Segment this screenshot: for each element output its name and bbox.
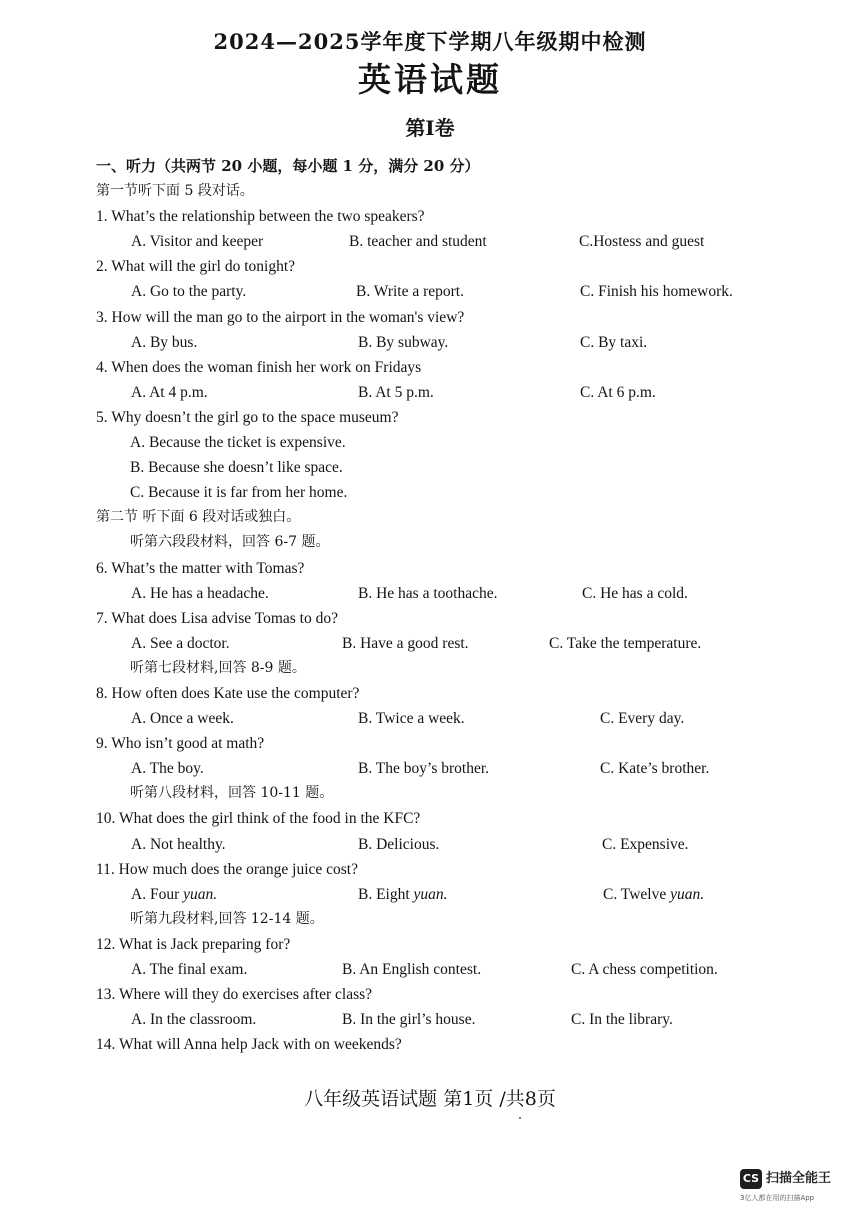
question-stem: 5. Why doesn’t the girl go to the space museum?: [96, 408, 399, 426]
option-a: A. By bus.: [131, 333, 198, 351]
material-instruction: 听第八段材料，回答 10-11 题。: [130, 785, 334, 802]
question-stem: 12. What is Jack preparing for?: [96, 935, 291, 953]
option-b: B. In the girl’s house.: [342, 1011, 476, 1029]
option-c: C. At 6 p.m.: [580, 383, 656, 401]
option-c: C. Expensive.: [602, 835, 689, 853]
option-a: A. Go to the party.: [131, 283, 247, 301]
options-row: [96, 380, 796, 405]
options-row: [96, 957, 796, 982]
option-b: B. Write a report.: [356, 283, 464, 301]
options-row: [96, 706, 796, 731]
part-two-heading: 第二节 听下面 6 段对话或独白。: [96, 509, 301, 526]
question-stem: 3. How will the man go to the airport in the woman's view?: [96, 308, 465, 326]
option-c: C. In the library.: [571, 1011, 673, 1029]
option-a: A. The final exam.: [131, 961, 248, 978]
option-a: A. See a doctor.: [131, 634, 230, 652]
option-b: B. An English contest.: [342, 961, 482, 978]
question-stem: 4. When does the woman finish her work on Fridays: [96, 358, 422, 376]
option-c: C. Every day.: [600, 710, 685, 728]
option-c: C. Because it is far from her home.: [130, 484, 348, 502]
question-stem: 1. What’s the relationship between the two speakers?: [96, 208, 425, 226]
option-c-text: C. Twelve: [603, 885, 667, 903]
option-a: A. Visitor and keeper: [131, 233, 264, 251]
option-c: C. Take the temperature.: [549, 634, 702, 652]
option-b: [358, 882, 448, 907]
options-row: [96, 631, 796, 656]
option-b: B. The boy’s brother.: [358, 760, 490, 778]
options-row: [96, 330, 796, 355]
options-row: [96, 229, 796, 254]
options-row: [96, 882, 796, 907]
question-stem: 10. What does the girl think of the food in the KFC?: [96, 810, 421, 828]
question-stem: 6. What’s the matter with Tomas?: [96, 559, 305, 577]
option-a: A. He has a headache.: [131, 584, 269, 602]
section-heading: 一、听力（共两节 20 小题，每小题 1 分，满分 20 分）: [96, 157, 480, 175]
question-stem: 13. Where will they do exercises after class?: [96, 986, 373, 1004]
currency-unit: yuan.: [183, 885, 218, 903]
option-a: [131, 882, 217, 907]
option-b: B. He has a toothache.: [358, 584, 498, 602]
subject-title: 英语试题: [358, 60, 502, 99]
options-row: [96, 1007, 796, 1032]
material-instruction: 听第九段材料,回答 12-14 题。: [130, 910, 324, 927]
options-row: [96, 832, 796, 857]
question-stem: 9. Who isn’t good at math?: [96, 735, 265, 753]
option-b: B. By subway.: [358, 333, 449, 351]
exam-title: 2024—2025学年度下学期八年级期中检测: [213, 29, 647, 54]
scanner-watermark: [740, 1165, 850, 1205]
option-a: A. In the classroom.: [131, 1011, 257, 1029]
options-row: [96, 756, 796, 781]
option-a: A. At 4 p.m.: [131, 383, 208, 401]
option-a: A. The boy.: [131, 760, 204, 778]
currency-unit: yuan.: [670, 885, 705, 903]
camscanner-logo-icon: CS: [740, 1169, 762, 1189]
scan-dot: [519, 1117, 521, 1119]
options-row: [96, 581, 796, 606]
material-instruction: 听第七段材料,回答 8-9 题。: [130, 659, 306, 676]
option-b: B. Have a good rest.: [342, 634, 469, 652]
material-instruction: 听第六段段材料，回答 6-7 题。: [130, 534, 330, 551]
option-b-text: B. Eight: [358, 885, 410, 903]
option-a: A. Not healthy.: [131, 835, 226, 853]
options-row: [96, 279, 796, 304]
question-stem: 11. How much does the orange juice cost?: [96, 860, 358, 878]
option-b: B. Delicious.: [358, 835, 440, 853]
option-a: A. Once a week.: [131, 710, 234, 728]
option-c: C. A chess competition.: [571, 961, 718, 978]
option-c: C. By taxi.: [580, 333, 648, 351]
question-stem: 2. What will the girl do tonight?: [96, 258, 296, 276]
watermark-tagline: 3亿人都在用的扫描App: [740, 1194, 815, 1202]
volume-label: 第Ⅰ卷: [405, 116, 455, 140]
option-a: A. Because the ticket is expensive.: [130, 434, 346, 452]
option-b: B. Because she doesn’t like space.: [130, 459, 343, 477]
currency-unit: yuan.: [413, 885, 448, 903]
option-c: C. He has a cold.: [582, 584, 688, 602]
part-one-heading: 第一节听下面 5 段对话。: [96, 183, 254, 200]
page-footer: 八年级英语试题 第1页 /共8页: [304, 1088, 556, 1110]
watermark-app-name: 扫描全能王: [766, 1171, 832, 1186]
option-a-text: A. Four: [131, 885, 180, 903]
option-c: [603, 882, 704, 907]
option-b: B. teacher and student: [349, 233, 487, 251]
option-b: B. At 5 p.m.: [358, 383, 434, 401]
option-c: C. Finish his homework.: [580, 283, 733, 301]
question-stem: 7. What does Lisa advise Tomas to do?: [96, 609, 338, 627]
exam-content: [96, 154, 796, 1057]
question-stem: 8. How often does Kate use the computer?: [96, 684, 360, 702]
question-stem: 14. What will Anna help Jack with on weekends?: [96, 1036, 402, 1054]
option-c: C. Kate’s brother.: [600, 760, 710, 778]
option-c: C.Hostess and guest: [579, 233, 705, 251]
option-b: B. Twice a week.: [358, 710, 465, 728]
